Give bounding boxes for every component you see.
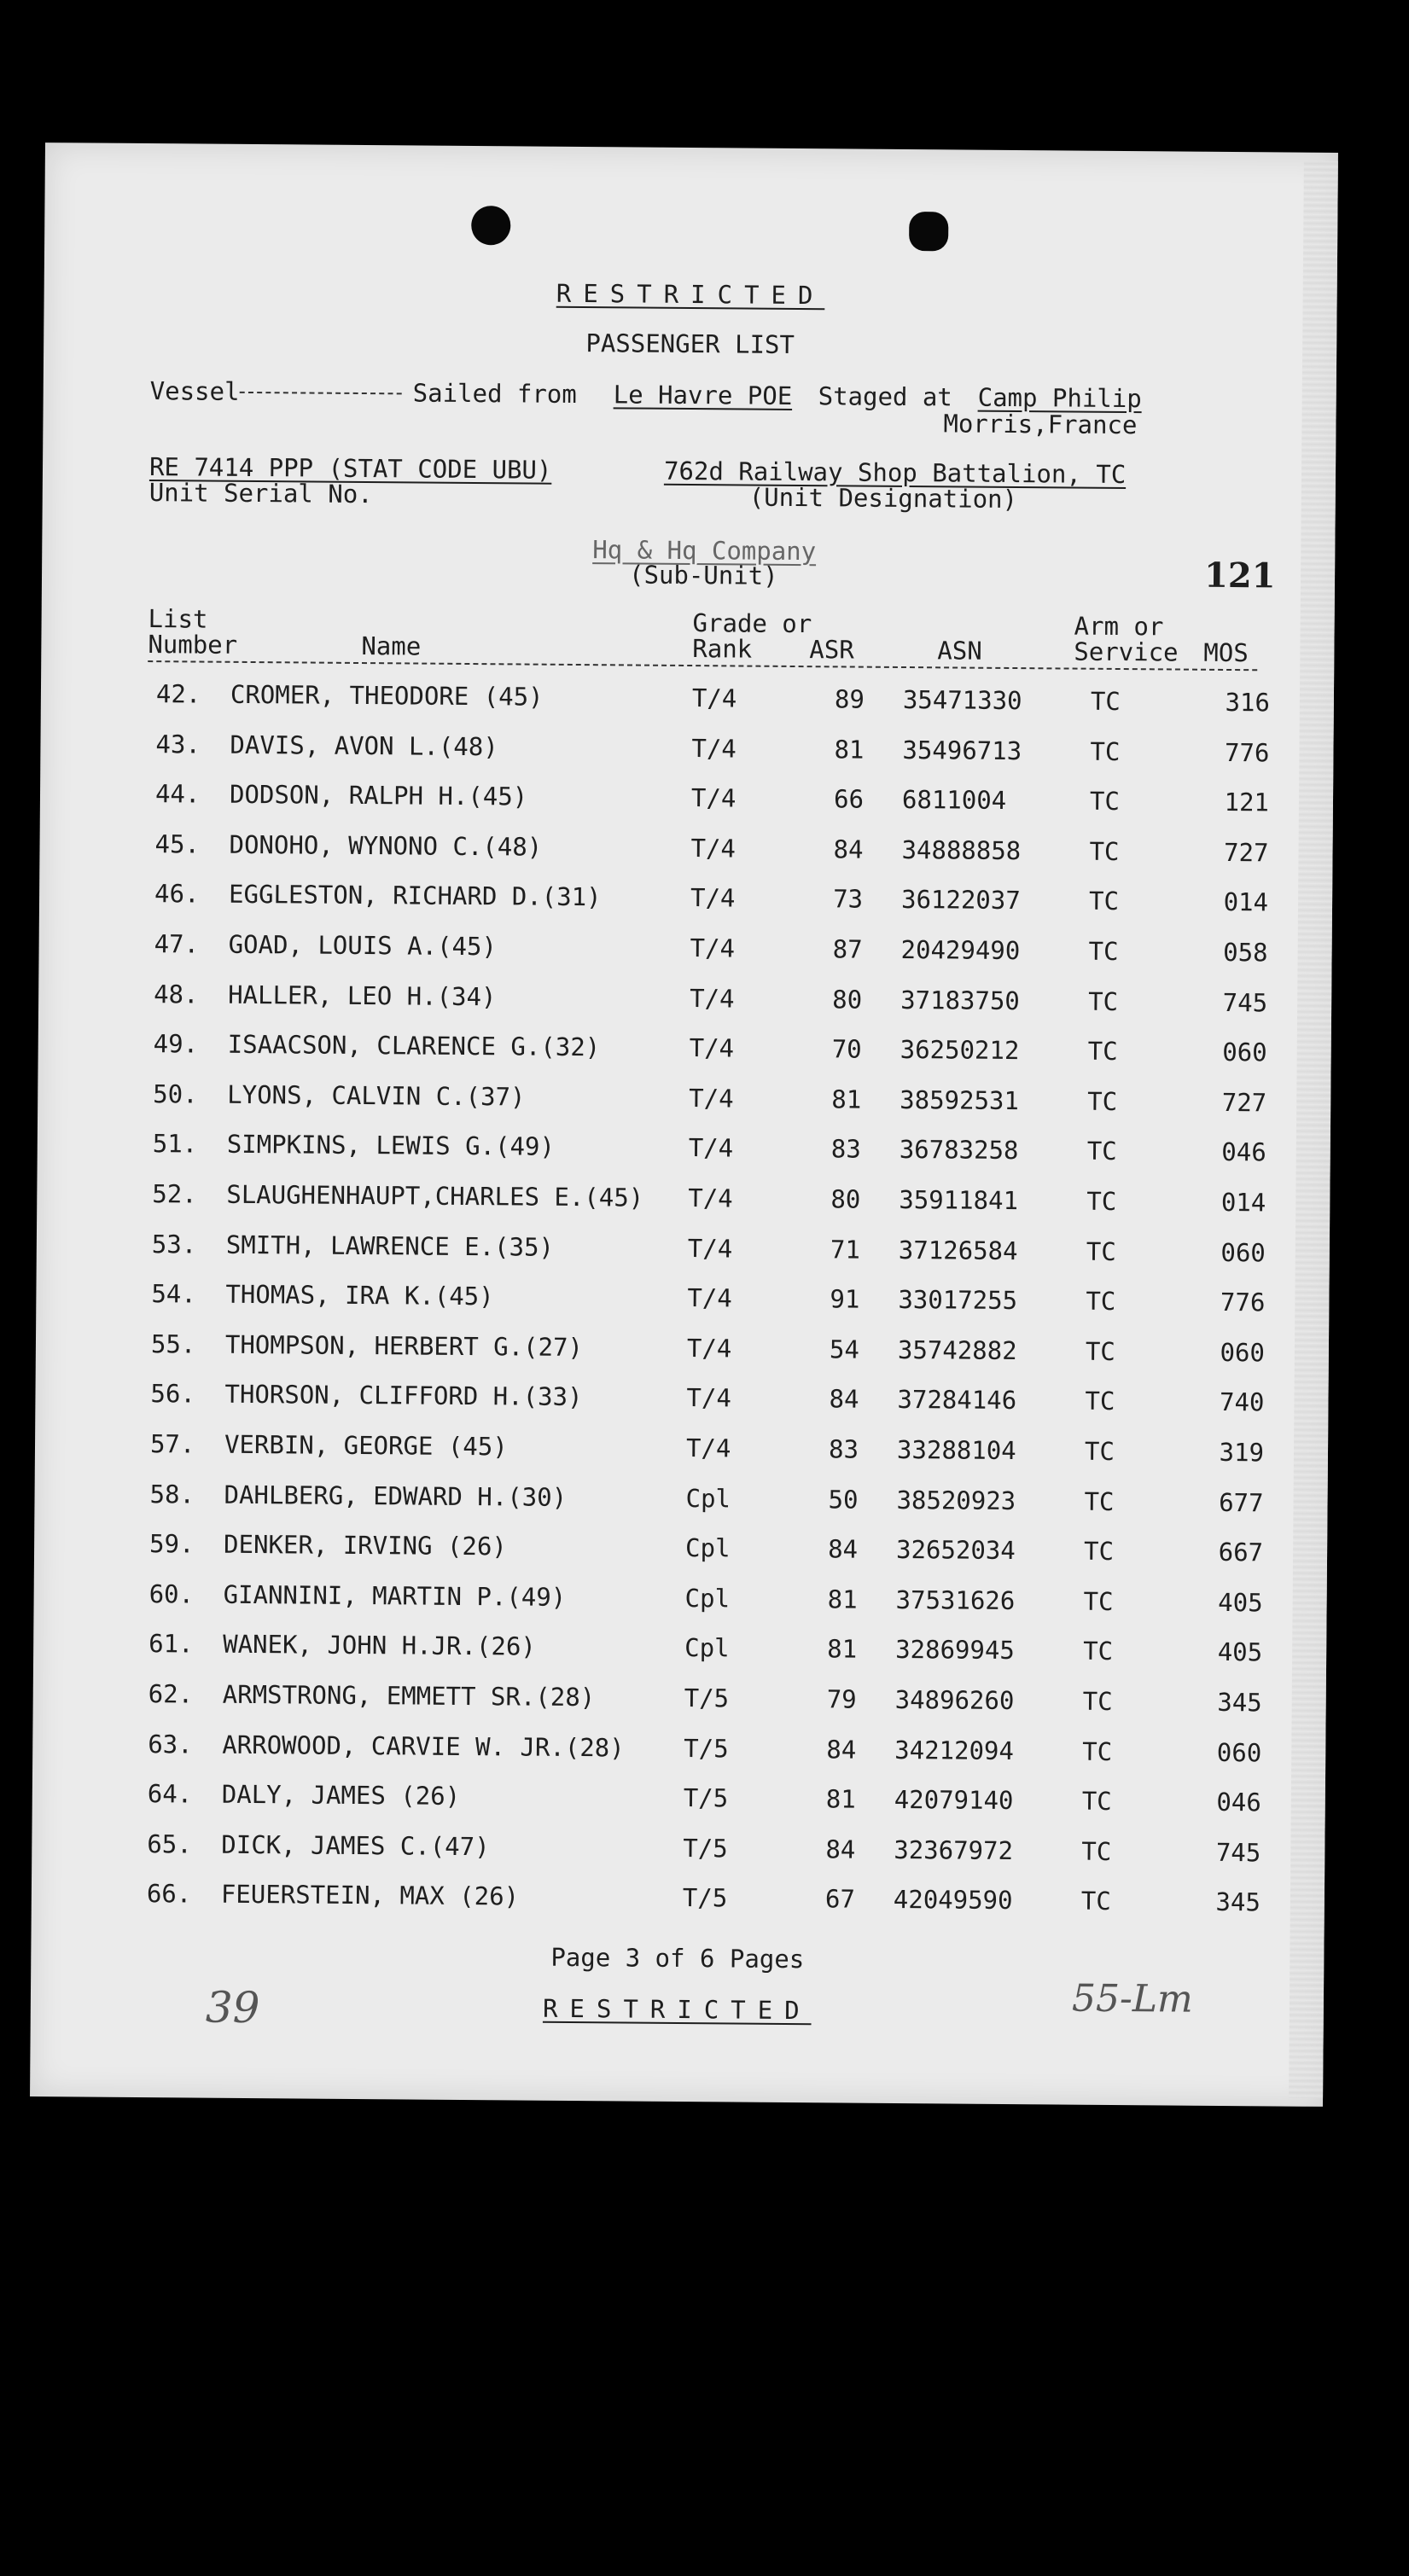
- cell-asr: 54: [829, 1335, 860, 1364]
- cell-mos: 060: [1222, 1038, 1267, 1067]
- cell-list-number: 50.: [153, 1079, 198, 1109]
- cell-mos: 405: [1218, 1587, 1263, 1618]
- cell-name: SMITH, LAWRENCE E.(35): [225, 1230, 555, 1262]
- cell-asn: 32367972: [894, 1835, 1014, 1865]
- cell-asn: 34212094: [894, 1735, 1015, 1765]
- cell-list-number: 56.: [150, 1379, 196, 1409]
- table-row: [41, 678, 1334, 731]
- cell-name: GOAD, LOUIS A.(45): [228, 929, 498, 962]
- cell-mos: 740: [1219, 1387, 1265, 1417]
- cell-grade: T/4: [690, 983, 735, 1014]
- cell-mos: 046: [1221, 1137, 1266, 1167]
- table-row: [32, 1729, 1325, 1782]
- cell-grade: T/4: [690, 883, 736, 913]
- cell-arm-service: TC: [1088, 986, 1119, 1016]
- cell-asn: 20429490: [900, 934, 1021, 966]
- cell-name: THORSON, CLIFFORD H.(33): [224, 1380, 583, 1412]
- cell-mos: 060: [1216, 1737, 1262, 1767]
- cell-name: SLAUGHENHAUPT,CHARLES E.(45): [226, 1179, 644, 1212]
- cell-mos: 776: [1224, 737, 1270, 767]
- cell-asr: 84: [826, 1734, 857, 1765]
- table-row: [34, 1479, 1327, 1532]
- sailed-from-label: Sailed from: [412, 378, 577, 409]
- cell-list-number: 55.: [150, 1329, 196, 1359]
- cell-name: DODSON, RALPH H.(45): [229, 779, 528, 811]
- cell-list-number: 59.: [148, 1529, 195, 1559]
- cell-asr: 81: [831, 1084, 862, 1114]
- col-header-list: List: [148, 604, 208, 634]
- cell-asr: 73: [833, 884, 864, 915]
- cell-arm-service: TC: [1088, 887, 1120, 916]
- cell-asr: 81: [825, 1784, 856, 1814]
- cell-grade: T/4: [690, 833, 737, 864]
- cell-asn: 42049590: [893, 1885, 1013, 1916]
- cell-list-number: 61.: [148, 1629, 194, 1659]
- cell-arm-service: TC: [1085, 1387, 1115, 1416]
- cell-list-number: 63.: [148, 1729, 193, 1759]
- cell-asn: 33017255: [898, 1285, 1018, 1316]
- cell-mos: 727: [1221, 1087, 1267, 1118]
- document-page: [30, 142, 1338, 2107]
- table-row: [34, 1528, 1327, 1581]
- cell-list-number: 52.: [152, 1179, 197, 1209]
- cell-arm-service: TC: [1085, 1336, 1115, 1366]
- cell-asr: 83: [830, 1134, 861, 1165]
- cell-list-number: 66.: [146, 1879, 192, 1909]
- table-row: [39, 829, 1332, 881]
- cell-grade: T/4: [691, 733, 737, 764]
- table-row: [38, 1128, 1330, 1181]
- unit-designation-label: (Unit Designation): [748, 482, 1018, 515]
- cell-name: LYONS, CALVIN C.(37): [227, 1079, 526, 1112]
- cell-grade: T/5: [682, 1883, 728, 1913]
- cell-asr: 81: [827, 1585, 858, 1614]
- cell-grade: T/4: [691, 683, 737, 713]
- cell-arm-service: TC: [1090, 686, 1121, 717]
- cell-asr: 84: [833, 834, 864, 864]
- cell-asn: 42079140: [894, 1785, 1014, 1816]
- cell-grade: T/5: [684, 1683, 730, 1713]
- vessel-blank: [240, 392, 402, 394]
- cell-arm-service: TC: [1086, 1286, 1116, 1317]
- cell-asn: 36122037: [900, 885, 1021, 916]
- table-row: [36, 1278, 1329, 1331]
- cell-asr: 81: [834, 734, 865, 765]
- cell-asr: 87: [832, 934, 863, 964]
- col-header-grade: Grade or: [692, 608, 812, 639]
- vessel-label: Vessel: [149, 376, 240, 406]
- table-row: [37, 1178, 1330, 1231]
- cell-asn: 36250212: [900, 1035, 1020, 1066]
- cell-asr: 84: [829, 1384, 859, 1415]
- cell-arm-service: TC: [1090, 736, 1121, 766]
- cell-arm-service: TC: [1081, 1836, 1112, 1866]
- unit-serial-label: Unit Serial No.: [148, 478, 373, 509]
- cell-name: ARMSTRONG, EMMETT SR.(28): [222, 1679, 596, 1712]
- table-row: [33, 1628, 1326, 1681]
- cell-arm-service: TC: [1080, 1887, 1111, 1916]
- cell-asr: 83: [828, 1434, 859, 1464]
- cell-list-number: 54.: [151, 1279, 196, 1309]
- cell-asr: 67: [824, 1884, 856, 1914]
- cell-asn: 6811004: [901, 785, 1007, 816]
- table-row: [35, 1428, 1328, 1481]
- cell-arm-service: TC: [1083, 1586, 1114, 1616]
- cell-list-number: 53.: [151, 1229, 197, 1259]
- table-row: [40, 778, 1333, 831]
- table-row: [38, 1028, 1330, 1081]
- cell-name: DENKER, IRVING (26): [223, 1529, 507, 1561]
- cell-arm-service: TC: [1081, 1786, 1112, 1817]
- cell-asn: 33288104: [896, 1434, 1016, 1466]
- table-row: [33, 1579, 1326, 1631]
- cell-mos: 745: [1215, 1837, 1261, 1868]
- cell-name: WANEK, JOHN H.JR.(26): [223, 1630, 536, 1662]
- col-header-service: Service: [1074, 637, 1179, 667]
- punch-hole-right: [909, 212, 948, 251]
- cell-name: CROMER, THEODORE (45): [230, 679, 544, 712]
- cell-name: EGGLESTON, RICHARD D.(31): [228, 880, 602, 912]
- table-row: [38, 1079, 1330, 1131]
- cell-asn: 35742882: [897, 1335, 1017, 1365]
- cell-asn: 36783258: [899, 1135, 1019, 1166]
- cell-asr: 91: [830, 1284, 860, 1314]
- cell-arm-service: TC: [1082, 1686, 1113, 1716]
- staged-at-label: Staged at: [818, 381, 952, 412]
- cell-name: DAVIS, AVON L.(48): [230, 730, 498, 761]
- cell-grade: T/4: [686, 1383, 732, 1413]
- cell-arm-service: TC: [1087, 1036, 1118, 1067]
- cell-list-number: 62.: [148, 1679, 194, 1709]
- col-header-asr: ASR: [809, 635, 854, 665]
- cell-list-number: 64.: [147, 1779, 193, 1809]
- cell-arm-service: TC: [1088, 936, 1119, 966]
- cell-asn: 35471330: [902, 684, 1022, 716]
- page-number-stamp: 121: [1203, 555, 1276, 596]
- table-row: [38, 928, 1331, 981]
- cell-arm-service: TC: [1089, 786, 1121, 817]
- cell-asn: 37126584: [898, 1235, 1018, 1265]
- cell-mos: 776: [1220, 1288, 1266, 1317]
- cell-asn: 35911841: [899, 1184, 1019, 1216]
- cell-grade: Cpl: [685, 1483, 731, 1514]
- cell-arm-service: TC: [1086, 1236, 1116, 1266]
- cell-mos: 667: [1218, 1538, 1264, 1567]
- cell-asr: 80: [832, 984, 863, 1015]
- cell-list-number: 45.: [154, 829, 201, 859]
- table-row: [37, 1229, 1330, 1282]
- cell-mos: 060: [1220, 1237, 1266, 1267]
- cell-grade: Cpl: [684, 1533, 731, 1563]
- cell-grade: T/4: [687, 1283, 732, 1313]
- cell-name: ARROWOOD, CARVIE W. JR.(28): [222, 1730, 625, 1763]
- col-header-name: Name: [361, 631, 422, 661]
- cell-asn: 37183750: [900, 985, 1020, 1015]
- unit-serial-number: RE 7414 PPP (STAT CODE UBU): [148, 452, 552, 485]
- document-title: PASSENGER LIST: [585, 329, 795, 359]
- cell-name: SIMPKINS, LEWIS G.(49): [226, 1130, 556, 1162]
- col-header-number: Number: [148, 630, 238, 660]
- cell-list-number: 60.: [148, 1579, 195, 1609]
- col-header-asn: ASN: [937, 636, 982, 666]
- cell-asn: 32652034: [895, 1535, 1016, 1566]
- cell-list-number: 65.: [147, 1829, 192, 1859]
- cell-grade: T/4: [687, 1233, 733, 1264]
- table-row: [38, 979, 1331, 1032]
- camp-name-line2: Morris,France: [943, 409, 1138, 440]
- cell-grade: Cpl: [684, 1633, 730, 1663]
- page-info: Page 3 of 6 Pages: [550, 1942, 805, 1974]
- col-header-mos: MOS: [1203, 637, 1249, 668]
- cell-arm-service: TC: [1083, 1637, 1114, 1666]
- cell-list-number: 51.: [152, 1129, 198, 1159]
- cell-grade: T/4: [690, 933, 736, 963]
- cell-list-number: 42.: [155, 679, 201, 709]
- table-row: [32, 1778, 1325, 1831]
- cell-asr: 84: [828, 1534, 859, 1564]
- table-row: [40, 729, 1333, 782]
- cell-asr: 81: [827, 1634, 858, 1665]
- cell-list-number: 48.: [154, 979, 199, 1009]
- cell-mos: 319: [1219, 1437, 1265, 1468]
- port-of-embarkation: Le Havre POE: [613, 380, 793, 410]
- col-header-arm: Arm or: [1074, 611, 1164, 642]
- table-row: [32, 1878, 1325, 1931]
- cell-list-number: 57.: [149, 1429, 195, 1459]
- unit-designation: 762d Railway Shop Battalion, TC: [663, 456, 1127, 490]
- cell-grade: T/4: [689, 1033, 735, 1063]
- handwritten-note-right: 55-Lm: [1071, 1976, 1193, 2021]
- cell-asn: 38592531: [900, 1084, 1020, 1115]
- cell-mos: 014: [1223, 887, 1269, 917]
- table-row: [32, 1678, 1325, 1731]
- cell-mos: 058: [1223, 937, 1268, 968]
- cell-asr: 71: [830, 1234, 860, 1265]
- cell-name: FEUERSTEIN, MAX (26): [220, 1880, 520, 1911]
- cell-asr: 66: [833, 784, 865, 814]
- cell-arm-service: TC: [1082, 1736, 1113, 1766]
- cell-name: DONOHO, WYNONO C.(48): [229, 829, 543, 862]
- cell-name: ISAACSON, CLARENCE G.(32): [227, 1029, 601, 1062]
- table-row: [39, 878, 1332, 931]
- cell-asn: 37284146: [897, 1385, 1017, 1416]
- sub-unit-label: (Sub-Unit): [628, 560, 778, 590]
- cell-list-number: 43.: [155, 729, 201, 759]
- cell-arm-service: TC: [1084, 1436, 1115, 1466]
- cell-asn: 38520923: [896, 1485, 1016, 1515]
- cell-grade: T/4: [690, 783, 737, 813]
- cell-list-number: 58.: [149, 1479, 195, 1509]
- cell-asn: 32869945: [895, 1635, 1015, 1666]
- cell-grade: T/4: [689, 1083, 734, 1114]
- handwritten-note-left: 39: [205, 1982, 260, 2033]
- cell-name: HALLER, LEO H.(34): [228, 980, 497, 1011]
- cell-name: DAHLBERG, EDWARD H.(30): [224, 1480, 568, 1512]
- cell-mos: 677: [1219, 1487, 1264, 1517]
- cell-grade: T/4: [688, 1133, 734, 1163]
- table-row: [35, 1378, 1328, 1431]
- cell-grade: T/4: [688, 1183, 733, 1213]
- cell-mos: 345: [1215, 1887, 1261, 1917]
- cell-list-number: 44.: [154, 779, 201, 809]
- cell-name: DALY, JAMES (26): [221, 1779, 461, 1811]
- cell-grade: T/5: [684, 1733, 729, 1764]
- cell-asn: 34896260: [894, 1684, 1015, 1716]
- cell-mos: 046: [1216, 1788, 1261, 1817]
- cell-mos: 405: [1217, 1637, 1263, 1667]
- cell-name: GIANNINI, MARTIN P.(49): [223, 1579, 567, 1612]
- cell-name: VERBIN, GEORGE (45): [224, 1429, 508, 1462]
- cell-mos: 060: [1220, 1337, 1266, 1368]
- cell-asr: 79: [826, 1684, 857, 1714]
- cell-grade: T/4: [686, 1333, 732, 1364]
- restricted-footer: RESTRICTED: [542, 1993, 812, 2026]
- cell-arm-service: TC: [1084, 1486, 1115, 1516]
- cell-grade: T/5: [683, 1783, 729, 1813]
- cell-asn: 35496713: [902, 735, 1022, 765]
- sub-unit-name: Hq & Hq Company: [592, 535, 817, 567]
- cell-list-number: 46.: [154, 879, 200, 909]
- cell-asr: 50: [828, 1484, 859, 1515]
- cell-mos: 014: [1220, 1187, 1266, 1218]
- cell-asn: 34888858: [901, 834, 1022, 865]
- table-row: [36, 1329, 1329, 1381]
- table-row: [32, 1829, 1325, 1881]
- cell-arm-service: TC: [1086, 1137, 1117, 1166]
- cell-name: DICK, JAMES C.(47): [221, 1829, 490, 1862]
- cell-list-number: 47.: [154, 929, 200, 959]
- punch-hole-left: [471, 206, 510, 245]
- cell-asr: 80: [830, 1184, 861, 1214]
- cell-arm-service: TC: [1089, 836, 1120, 866]
- cell-arm-service: TC: [1083, 1536, 1115, 1567]
- cell-mos: 345: [1217, 1687, 1262, 1718]
- cell-list-number: 49.: [153, 1029, 199, 1059]
- cell-mos: 121: [1224, 788, 1270, 817]
- cell-arm-service: TC: [1086, 1186, 1117, 1216]
- cell-asr: 89: [834, 684, 865, 714]
- cell-name: THOMPSON, HERBERT G.(27): [224, 1329, 584, 1362]
- cell-grade: T/5: [683, 1833, 728, 1864]
- cell-asr: 70: [831, 1034, 862, 1064]
- cell-mos: 727: [1224, 837, 1269, 868]
- camp-name-line1: Camp Philip: [977, 382, 1142, 414]
- cell-mos: 745: [1222, 987, 1268, 1017]
- cell-arm-service: TC: [1087, 1086, 1118, 1116]
- cell-grade: T/4: [685, 1433, 731, 1463]
- restricted-header: RESTRICTED: [556, 278, 825, 311]
- cell-grade: Cpl: [684, 1583, 731, 1614]
- col-header-rank: Rank: [692, 634, 753, 664]
- cell-name: THOMAS, IRA K.(45): [225, 1279, 494, 1311]
- cell-mos: 316: [1225, 687, 1271, 718]
- cell-asn: 37531626: [895, 1585, 1016, 1615]
- cell-asr: 84: [825, 1835, 856, 1864]
